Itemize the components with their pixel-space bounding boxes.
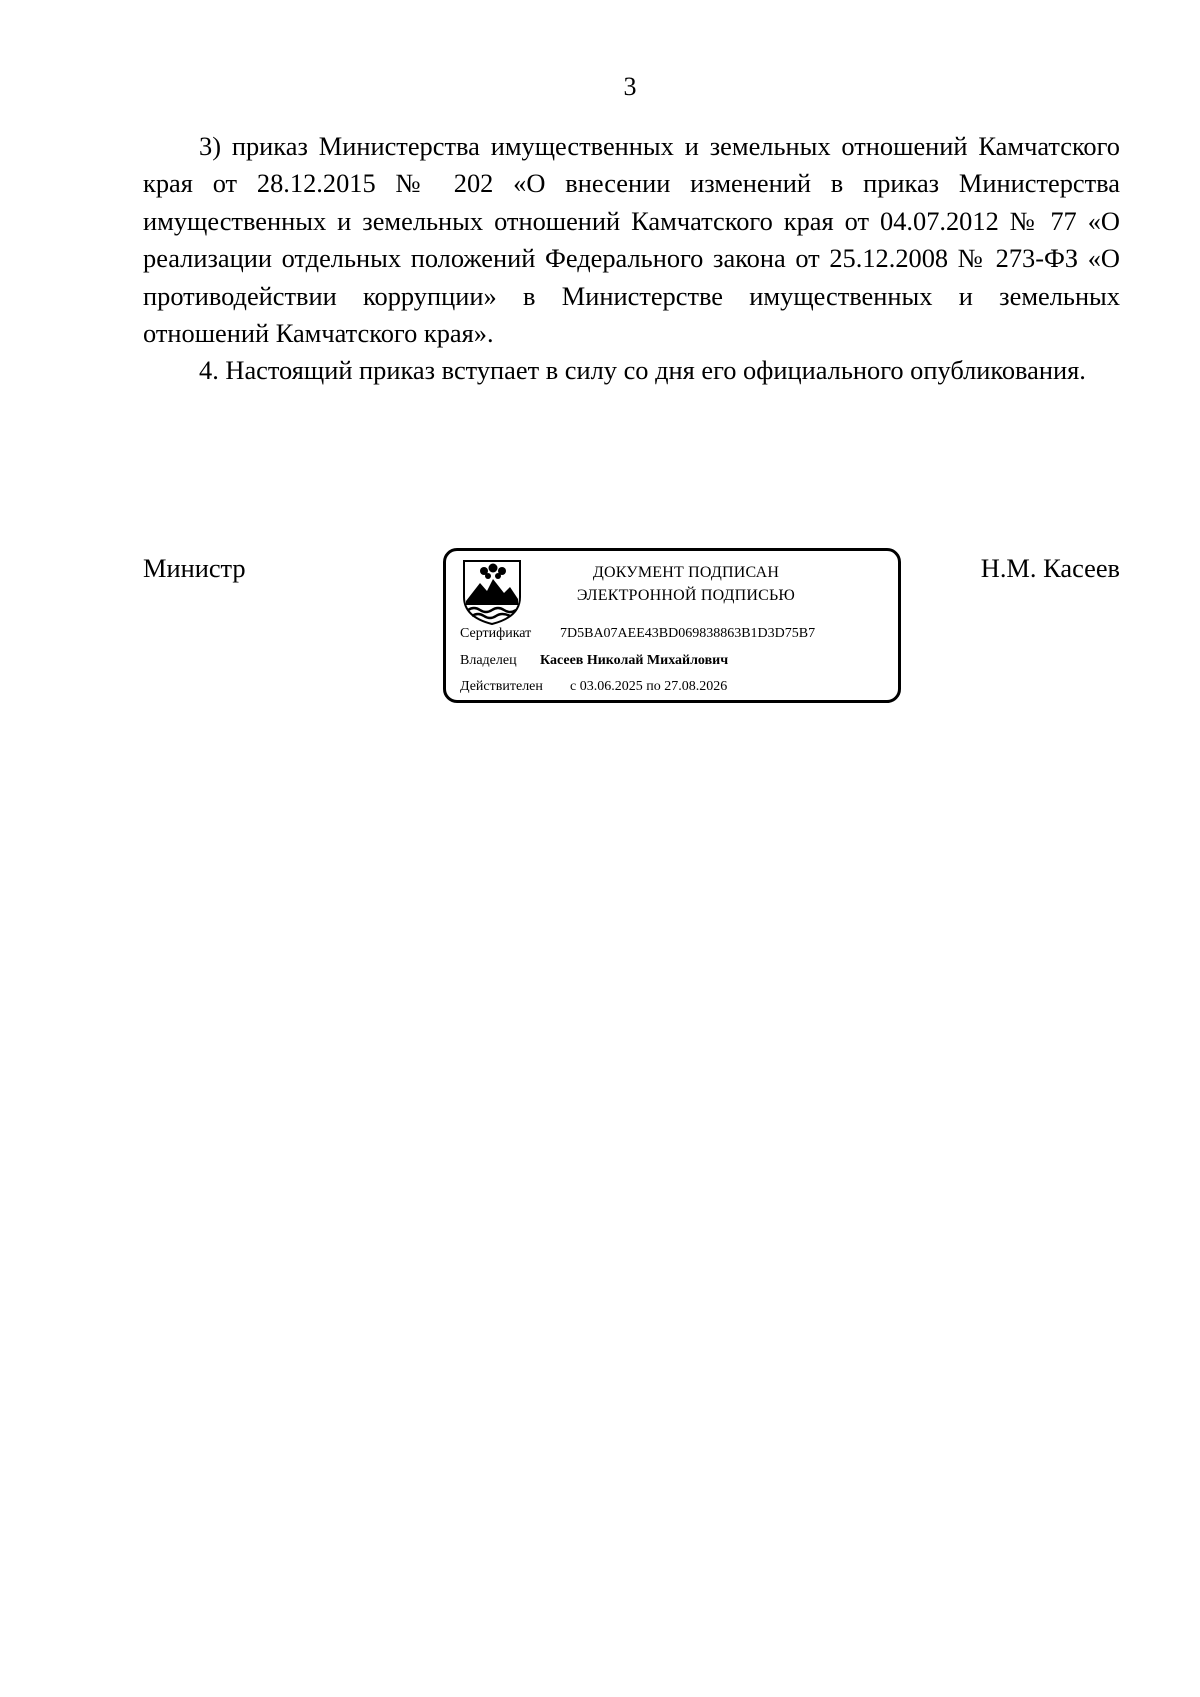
validity-value: с 03.06.2025 по 27.08.2026	[570, 679, 728, 694]
owner-value: Касеев Николай Михайлович	[540, 653, 729, 668]
electronic-signature-stamp	[443, 548, 901, 703]
signatory-name: Н.М. Касеев	[980, 553, 1120, 583]
stamp-certificate-row	[460, 625, 815, 643]
certificate-value: 7D5BA07AEE43BD069838863B1D3D75B7	[560, 626, 816, 641]
paragraph-item-4: 4. Настоящий приказ вступает в силу со дня его официального опубликования.	[199, 355, 1086, 386]
certificate-label: Сертификат	[460, 626, 532, 641]
paragraph-item-3: 3) приказ Министерства имущественных и земельных отношений Камчатского края от 28.12.2015 № 202 «О внесении изменений в приказ Министерства имущественных и земельных отношений Камчатского края от 04.07.2012 № 77 «О реализации отдельных положений Федерального закона от 25.12.2008 № 273-ФЗ «О противодействии коррупции» в Министерстве имущественных и земельных отношений Камчатского края».	[143, 131, 1120, 349]
document-body	[143, 128, 1120, 390]
stamp-validity-row	[460, 678, 727, 696]
stamp-heading-line-1: ДОКУМЕНТ ПОДПИСАН	[592, 564, 780, 581]
signatory-title: Министр	[143, 553, 246, 583]
stamp-heading-line-2: ЭЛЕКТРОННОЙ ПОДПИСЬЮ	[576, 587, 796, 604]
page-number: 3	[623, 72, 637, 101]
owner-label: Владелец	[460, 653, 517, 668]
stamp-heading	[546, 561, 826, 607]
stamp-owner-row	[460, 652, 728, 670]
kamchatka-coat-of-arms-icon	[460, 557, 524, 627]
validity-label: Действителен	[460, 679, 543, 694]
